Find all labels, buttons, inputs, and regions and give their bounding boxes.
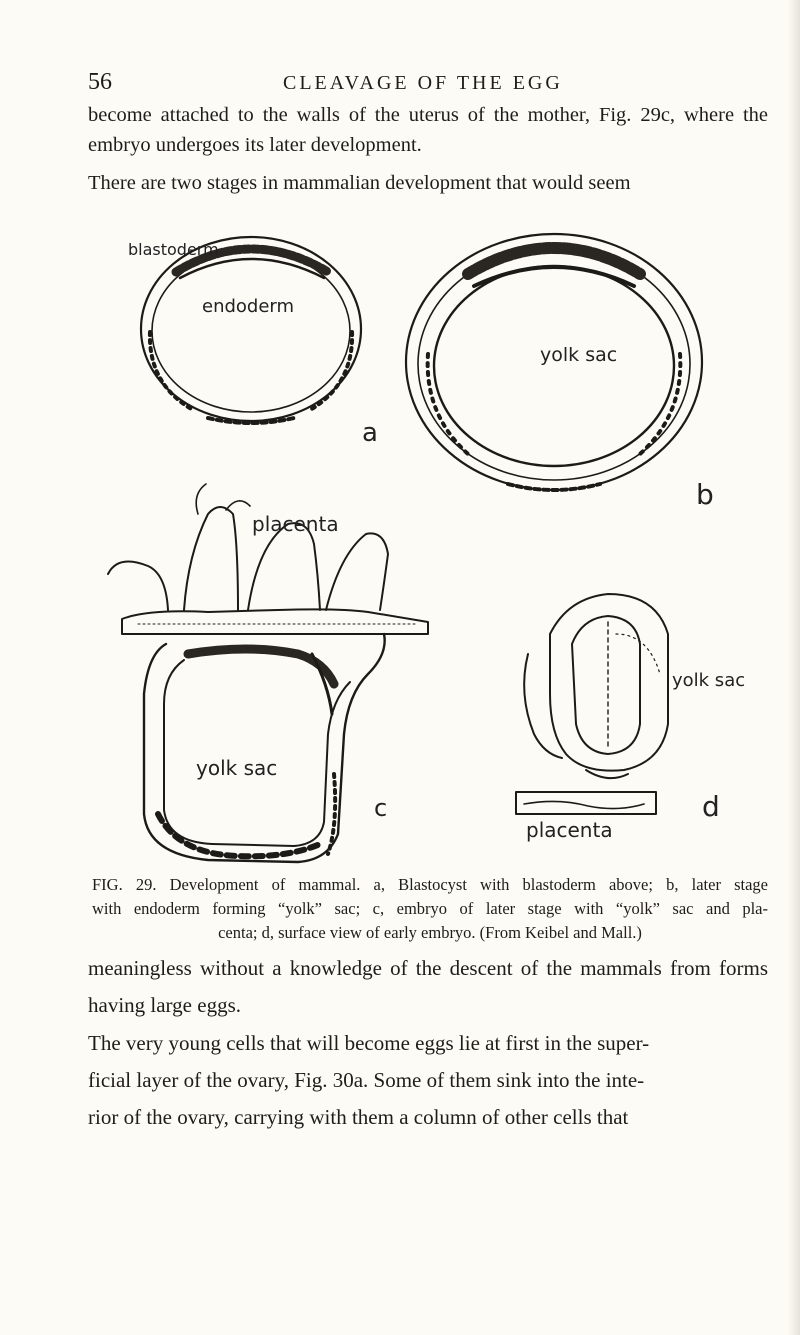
paragraph-top-1: become attached to the walls of the uterus of the mother, Fig. 29c, where the embryo undergoes its later development.: [88, 104, 768, 156]
paragraph-bottom-2: [88, 1025, 768, 1136]
caption-line-3: centa; d, surface view of early embryo. (From Keibel and Mall.): [218, 923, 642, 942]
caption-line-1: FIG. 29. Development of mammal. a, Blastocyst with blastoderm above; b, later stage: [92, 875, 768, 894]
paragraph-bottom-2-line-1: The very young cells that will become eggs lie at first in the super-: [88, 1031, 650, 1055]
running-title: CLEAVAGE OF THE EGG: [283, 72, 563, 94]
page-edge-shadow: [788, 0, 800, 1335]
page-number: 56: [88, 69, 112, 95]
paragraph-bottom-2-line-3: rior of the ovary, carrying with them a column of other cells that: [88, 1105, 629, 1129]
label-b: b: [696, 478, 714, 511]
label-blastoderm: blastoderm: [128, 240, 219, 259]
paragraph-bottom-1: meaningless without a knowledge of the descent of the mammals from forms having large eggs.: [88, 956, 768, 1017]
figure-drawing: [88, 214, 768, 874]
label-endoderm: endoderm: [202, 296, 295, 317]
label-yolk-sac-b: yolk sac: [540, 344, 618, 366]
drawing-d-surface-view: [516, 594, 668, 814]
paragraph-top-2: There are two stages in mammalian development that would seem: [88, 172, 631, 194]
drawing-a-blastocyst: [141, 237, 361, 423]
label-placenta-d: placenta: [526, 818, 613, 842]
label-d: d: [702, 790, 720, 823]
label-yolk-sac-c: yolk sac: [196, 756, 278, 780]
page-header: [88, 68, 768, 96]
label-c: c: [374, 794, 388, 822]
label-a: a: [362, 418, 378, 448]
figure-caption: [92, 873, 768, 945]
paragraph-bottom-2-line-2: ficial layer of the ovary, Fig. 30a. Some of them sink into the inte-: [88, 1068, 645, 1092]
label-placenta-c: placenta: [252, 512, 339, 536]
label-yolk-sac-d: yolk sac: [672, 670, 746, 691]
figure-29: [88, 214, 768, 874]
caption-line-2: with endoderm forming “yolk” sac; c, embryo of later stage with “yolk” sac and pla-: [92, 899, 768, 918]
